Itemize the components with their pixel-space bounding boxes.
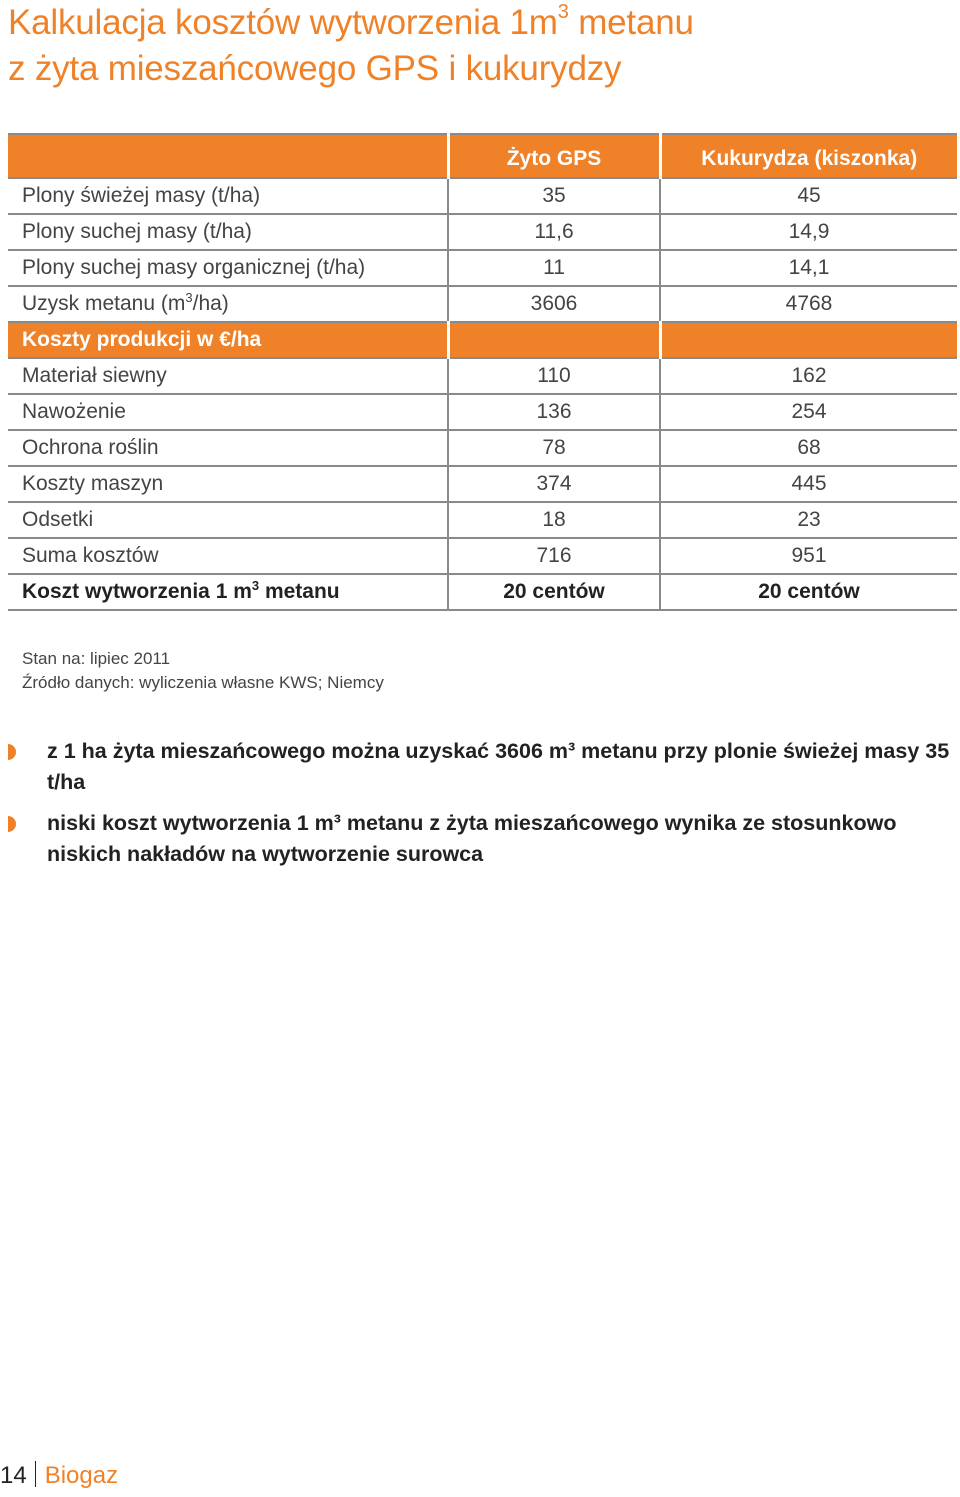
row-label	[8, 574, 448, 610]
table-header-row	[8, 134, 957, 178]
bullet-item	[8, 808, 958, 870]
rye-value: 11,6	[448, 214, 660, 250]
row-label: Ochrona roślin	[8, 430, 448, 466]
bullet-item	[8, 736, 958, 798]
section-header-row	[8, 322, 957, 358]
rye-value: 18	[448, 502, 660, 538]
table-notes	[22, 647, 384, 695]
maize-value: 20 centów	[660, 574, 957, 610]
table-row	[8, 538, 957, 574]
total-label-text: Koszt wytworzenia 1 m	[22, 580, 252, 603]
maize-value: 45	[660, 178, 957, 214]
table-row	[8, 214, 957, 250]
footer-divider	[35, 1461, 36, 1487]
table-row	[8, 358, 957, 394]
maize-value: 14,9	[660, 214, 957, 250]
methane-label-sup: 3	[185, 290, 193, 305]
title-line2: z żyta mieszańcowego GPS i kukurydzy	[8, 49, 622, 88]
page-title	[8, 0, 694, 92]
row-label: Nawożenie	[8, 394, 448, 430]
bullet-list	[8, 736, 958, 880]
title-line1-end: metanu	[568, 3, 694, 42]
page-footer	[0, 1460, 118, 1492]
cost-table	[8, 133, 957, 611]
table-row	[8, 394, 957, 430]
section-empty-cell	[660, 322, 957, 358]
source-note: Źródło danych: wyliczenia własne KWS; Niemcy	[22, 673, 384, 692]
row-label: Plony świeżej masy (t/ha)	[8, 178, 448, 214]
rye-value: 716	[448, 538, 660, 574]
maize-value: 445	[660, 466, 957, 502]
rye-value: 374	[448, 466, 660, 502]
table-row-total	[8, 574, 957, 610]
row-label	[8, 286, 448, 322]
page-number: 14	[0, 1462, 27, 1489]
total-label-sup: 3	[251, 578, 260, 593]
methane-label-text: Uzysk metanu (m	[22, 292, 186, 315]
row-label: Materiał siewny	[8, 358, 448, 394]
methane-label-end: /ha)	[192, 292, 229, 315]
bullet-marker-icon	[8, 744, 16, 760]
table-row	[8, 178, 957, 214]
title-superscript: 3	[557, 1, 569, 23]
title-line1-text: Kalkulacja kosztów wytworzenia 1m	[8, 3, 558, 42]
header-rye-gps: Żyto GPS	[448, 134, 660, 178]
status-note: Stan na: lipiec 2011	[22, 649, 171, 668]
row-label: Suma kosztów	[8, 538, 448, 574]
header-maize-silage: Kukurydza (kiszonka)	[660, 134, 957, 178]
row-label: Koszty maszyn	[8, 466, 448, 502]
table-row	[8, 502, 957, 538]
rye-value: 20 centów	[448, 574, 660, 610]
maize-value: 14,1	[660, 250, 957, 286]
table-row	[8, 430, 957, 466]
maize-value: 68	[660, 430, 957, 466]
bullet-marker-icon	[8, 816, 16, 832]
header-empty-cell	[8, 134, 448, 178]
rye-value: 11	[448, 250, 660, 286]
maize-value: 951	[660, 538, 957, 574]
row-label: Odsetki	[8, 502, 448, 538]
rye-value: 35	[448, 178, 660, 214]
bullet-text: z 1 ha żyta mieszańcowego można uzyskać 3606 m³ metanu przy plonie świeżej masy 35 t/ha	[47, 739, 950, 794]
section-empty-cell	[448, 322, 660, 358]
total-label-end: metanu	[259, 580, 340, 603]
rye-value: 136	[448, 394, 660, 430]
rye-value: 3606	[448, 286, 660, 322]
section-label: Koszty produkcji w €/ha	[8, 322, 448, 358]
publication-name: Biogaz	[44, 1462, 119, 1489]
maize-value: 4768	[660, 286, 957, 322]
maize-value: 162	[660, 358, 957, 394]
row-label: Plony suchej masy (t/ha)	[8, 214, 448, 250]
maize-value: 23	[660, 502, 957, 538]
rye-value: 110	[448, 358, 660, 394]
maize-value: 254	[660, 394, 957, 430]
bullet-text: niski koszt wytworzenia 1 m³ metanu z żyta mieszańcowego wynika ze stosunkowo niskich nakładów na wytworzenie surowca	[47, 811, 897, 866]
table-row	[8, 250, 957, 286]
table-row	[8, 466, 957, 502]
row-label: Plony suchej masy organicznej (t/ha)	[8, 250, 448, 286]
table-row-methane-yield	[8, 286, 957, 322]
rye-value: 78	[448, 430, 660, 466]
